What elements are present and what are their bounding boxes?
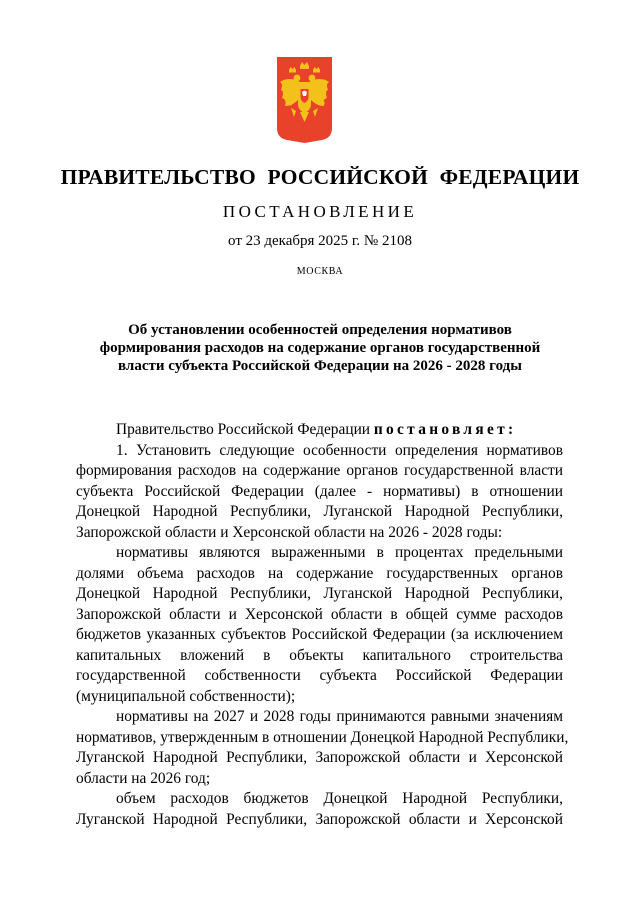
paragraph-line: 1. Установить следующие особенности определения нормативов <box>116 441 563 459</box>
government-name: ПРАВИТЕЛЬСТВО РОССИЙСКОЙ ФЕДЕРАЦИИ <box>60 165 580 189</box>
paragraph-line: (муниципальной собственности); <box>76 687 296 705</box>
paragraph-line: государственной собственности субъекта Российской Федерации <box>76 667 563 684</box>
paragraph-line: Запорожской области и Херсонской области в общей сумме расходов <box>76 605 563 623</box>
paragraph-1 <box>76 441 563 544</box>
paragraph-3 <box>76 707 569 789</box>
paragraph-line: субъекта Российской Федерации (далее - нормативы) в отношении <box>76 482 563 500</box>
decree-date-number: от 23 декабря 2025 г. № 2108 <box>228 233 412 249</box>
paragraph-line: долями объема расходов на содержание государственных органов <box>76 564 563 582</box>
decree-title <box>0 321 640 375</box>
document-type: ПОСТАНОВЛЕНИЕ <box>222 202 418 221</box>
paragraph-line: Луганской Народной Республики, Запорожской области и Херсонской <box>76 810 563 828</box>
decree-body <box>76 420 569 830</box>
paragraph-line: нормативы являются выраженными в процентах предельными <box>116 544 563 561</box>
paragraph-line: объем расходов бюджетов Донецкой Народной Республики, <box>116 790 563 807</box>
paragraph-line: формирования расходов на содержание органов государственной власти <box>76 462 563 479</box>
paragraph-line: Донецкой Народной Республики, Луганской Народной Республики, <box>76 585 563 602</box>
coat-of-arms-icon <box>276 56 333 144</box>
paragraph-line: нормативов, утвержденным в отношении Донецкой Народной Республики, <box>76 728 569 746</box>
paragraph-line: Запорожской области и Херсонской области на 2026 - 2028 годы: <box>76 523 503 541</box>
paragraph-2 <box>76 543 563 707</box>
title-line: власти субъекта Российской Федерации на 2026 - 2028 годы <box>118 358 522 374</box>
city-name: МОСКВА <box>296 266 344 277</box>
paragraph-line: Луганской Народной Республики, Запорожской области и Херсонской <box>76 749 563 766</box>
paragraph-line: бюджетов указанных субъектов Российской Федерации (за исключением <box>76 626 563 643</box>
intro-paragraph <box>76 420 563 441</box>
title-line: формирования расходов на содержание органов государственной <box>99 340 541 356</box>
paragraph-line: нормативы на 2027 и 2028 годы принимаются равными значениям <box>116 708 563 725</box>
paragraph-line: области на 2026 год; <box>76 769 211 787</box>
paragraph-line: капитальных вложений в объекты капитального строительства <box>76 646 563 664</box>
paragraph-4 <box>76 789 563 830</box>
title-line: Об установлении особенностей определения нормативов <box>128 322 512 338</box>
intro-text: Правительство Российской Федерации <box>116 421 374 438</box>
paragraph-line: Донецкой Народной Республики, Луганской Народной Республики, <box>76 503 563 520</box>
decides-word: постановляет: <box>373 421 517 438</box>
